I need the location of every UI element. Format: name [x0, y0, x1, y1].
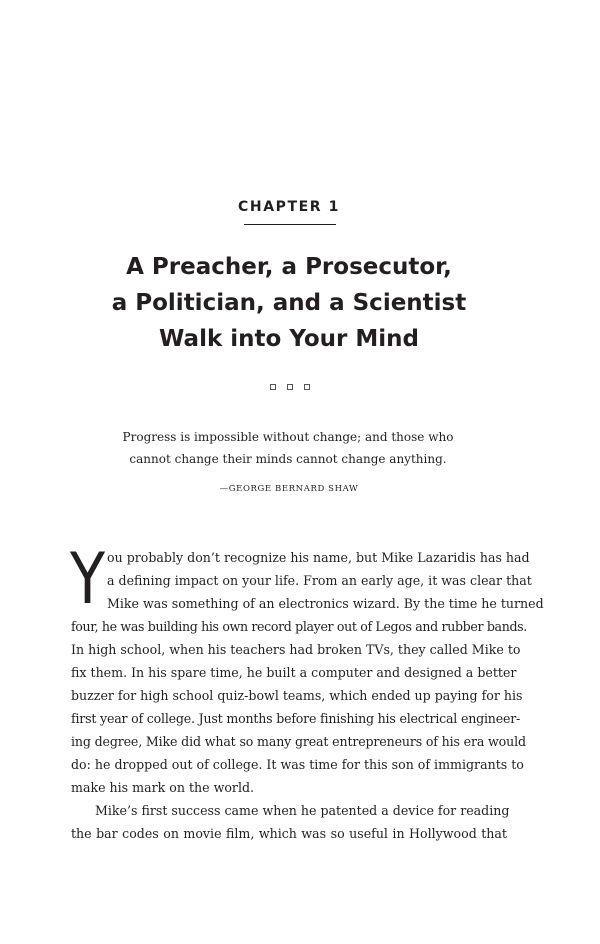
ornament-square	[304, 384, 310, 390]
body-line: make his mark on the world.	[71, 780, 255, 795]
epigraph-line: cannot change their minds cannot change anything.	[129, 452, 447, 466]
ornament-square	[270, 384, 276, 390]
body-line: fix them. In his spare time, he built a computer and designed a better	[71, 665, 517, 680]
body-line: Mike’s first success came when he patented a device for reading	[95, 803, 510, 818]
body-line: do: he dropped out of college. It was time for this son of immigrants to	[71, 757, 524, 772]
body-line: four, he was building his own record player out of Legos and rubber bands.	[71, 619, 527, 634]
body-line: a defining impact on your life. From an early age, it was clear that	[107, 573, 532, 588]
chapter-title	[0, 249, 578, 357]
three-small-squares-icon	[270, 384, 310, 394]
epigraph-attribution: —GEORGE BERNARD SHAW	[219, 484, 359, 494]
body-line: ing degree, Mike did what so many great entrepreneurs of his era would	[71, 734, 526, 749]
body-line: Mike was something of an electronics wizard. By the time he turned	[107, 596, 544, 611]
chapter-label: CHAPTER 1	[238, 199, 340, 215]
chapter-title-line: Walk into Your Mind	[159, 326, 419, 352]
chapter-title-line: a Politician, and a Scientist	[111, 290, 467, 316]
body-text	[70, 538, 544, 845]
chapter-label-underline	[244, 224, 336, 225]
epigraph-quote	[60, 426, 516, 470]
body-line: ou probably don’t recognize his name, but Mike Lazaridis has had	[107, 550, 530, 565]
drop-cap: Y	[70, 538, 106, 620]
ornament-square	[287, 384, 293, 390]
body-line: In high school, when his teachers had broken TVs, they called Mike to	[71, 642, 521, 657]
body-line: buzzer for high school quiz-bowl teams, which ended up paying for his	[71, 688, 523, 703]
epigraph-line: Progress is impossible without change; and those who	[122, 430, 454, 444]
body-line: first year of college. Just months before finishing his electrical engineer-	[71, 711, 521, 726]
body-line: the bar codes on movie film, which was so useful in Hollywood that	[71, 826, 507, 841]
chapter-title-line: A Preacher, a Prosecutor,	[126, 254, 452, 280]
